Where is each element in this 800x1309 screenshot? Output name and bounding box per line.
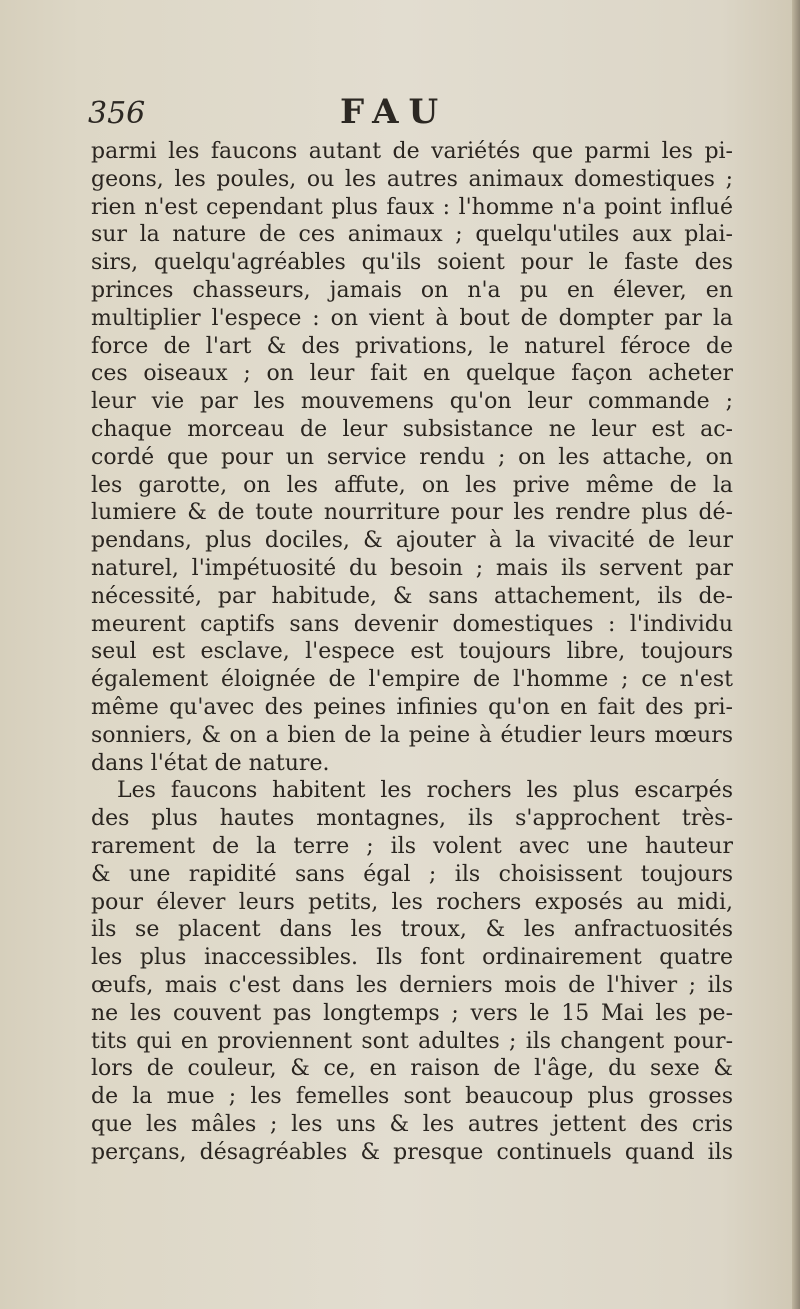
text-line: geons, les poules, ou les autres animaux domestiques ; — [91, 166, 733, 192]
page-header — [88, 92, 748, 142]
text-line: rien n'est cependant plus faux : l'homme n'a point influé — [91, 194, 733, 220]
text-line: que les mâles ; les uns & les autres jettent des cris — [91, 1111, 733, 1137]
text-line: des plus hautes montagnes, ils s'approchent très- — [91, 806, 733, 832]
text-line: cordé que pour un service rendu ; on les attache, on — [91, 444, 733, 470]
text-line: les garotte, on les affute, on les prive même de la — [91, 472, 733, 498]
text-line: tits qui en proviennent sont adultes ; ils changent pour- — [91, 1028, 733, 1054]
text-line: perçans, désagréables & presque continuels quand ils — [91, 1139, 733, 1165]
text-line: sonniers, & on a bien de la peine à étudier leurs mœurs — [91, 722, 733, 748]
text-line: de la mue ; les femelles sont beaucoup plus grosses — [91, 1084, 733, 1110]
text-line: pendans, plus dociles, & ajouter à la vivacité de leur — [91, 528, 733, 554]
text-line: Les faucons habitent les rochers les plus escarpés — [117, 778, 733, 804]
text-line: ne les couvent pas longtemps ; vers le 15 Mai les pe- — [91, 1000, 733, 1026]
text-line: rarement de la terre ; ils volent avec une hauteur — [91, 833, 733, 859]
page-number: 356 — [88, 96, 146, 131]
text-line: chaque morceau de leur subsistance ne leur est ac- — [91, 416, 733, 442]
text-line: même qu'avec des peines infinies qu'on en fait des pri- — [91, 694, 733, 720]
text-line: lors de couleur, & ce, en raison de l'âge, du sexe & — [91, 1056, 733, 1082]
text-line: œufs, mais c'est dans les derniers mois de l'hiver ; ils — [91, 972, 733, 998]
text-line: nécessité, par habitude, & sans attachement, ils de- — [91, 583, 733, 609]
text-line: & une rapidité sans égal ; ils choisissent toujours — [91, 861, 733, 887]
text-line: force de l'art & des privations, le naturel féroce de — [91, 333, 733, 359]
text-line: sirs, quelqu'agréables qu'ils soient pour le faste des — [91, 250, 733, 276]
text-line: les plus inaccessibles. Ils font ordinairement quatre — [91, 945, 733, 971]
text-line: sur la nature de ces animaux ; quelqu'utiles aux plai- — [91, 222, 733, 248]
text-line: lumiere & de toute nourriture pour les rendre plus dé- — [91, 500, 733, 526]
text-line: parmi les faucons autant de variétés que parmi les pi- — [91, 139, 733, 164]
running-head: FAU — [340, 92, 449, 132]
text-line: meurent captifs sans devenir domestiques : l'individu — [91, 611, 733, 637]
page-edge-shadow — [792, 0, 800, 1309]
text-line: naturel, l'impétuosité du besoin ; mais ils servent par — [91, 555, 733, 581]
text-line: également éloignée de l'empire de l'homme ; ce n'est — [91, 667, 733, 693]
text-line: multiplier l'espece : on vient à bout de dompter par la — [91, 305, 733, 331]
text-line: dans l'état de nature. — [91, 750, 330, 776]
text-line: seul est esclave, l'espece est toujours libre, toujours — [91, 639, 733, 665]
text-line: ces oiseaux ; on leur fait en quelque façon acheter — [91, 361, 733, 387]
text-line: pour élever leurs petits, les rochers exposés au midi, — [91, 889, 733, 915]
body-text — [91, 138, 733, 1166]
text-line: ils se placent dans les troux, & les anfractuosités — [91, 917, 733, 943]
text-line: princes chasseurs, jamais on n'a pu en élever, en — [91, 277, 733, 303]
text-line: leur vie par les mouvemens qu'on leur commande ; — [91, 389, 733, 415]
